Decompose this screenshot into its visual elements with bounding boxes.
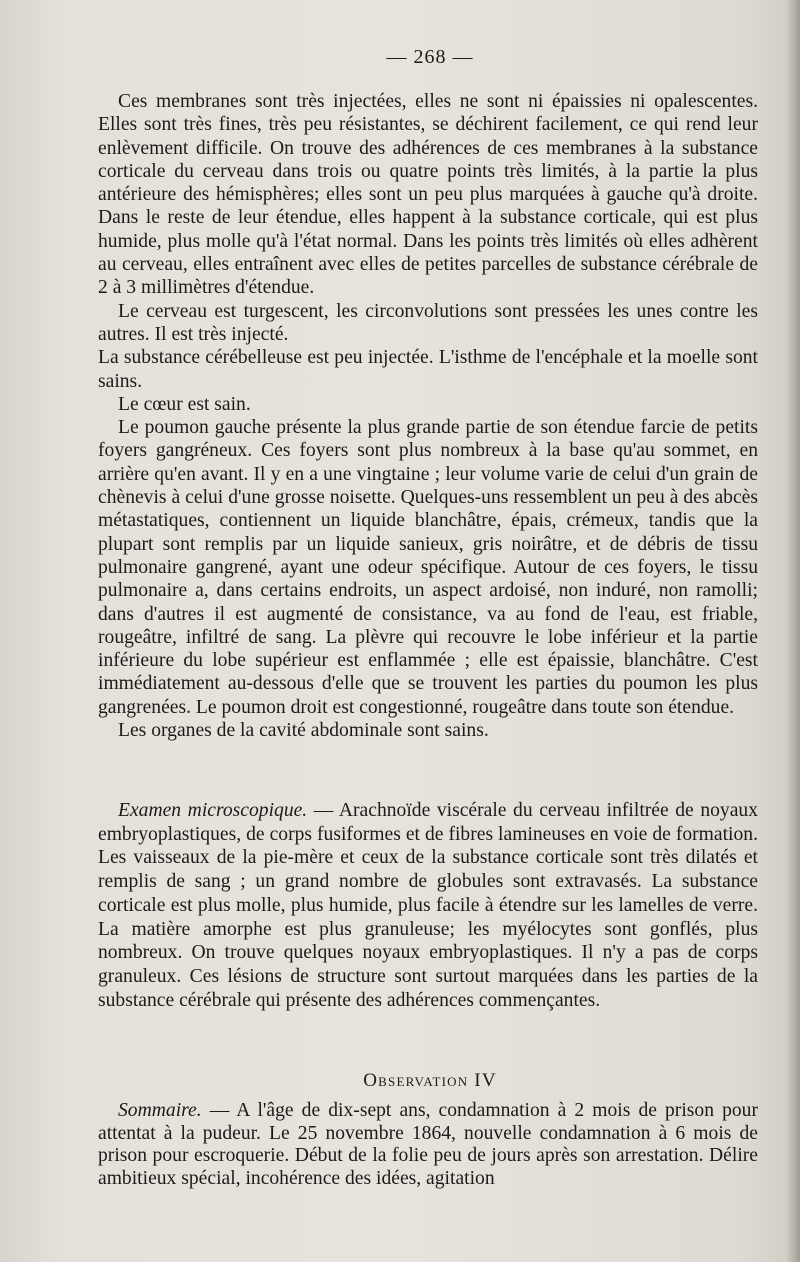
observation-title: Observation IV bbox=[363, 1070, 497, 1091]
paragraph-cerebelleuse: La substance cérébelleuse est peu injectée. L'isthme de l'encéphale et la moelle sont sains. bbox=[98, 347, 758, 392]
autopsy-text bbox=[98, 90, 758, 742]
summary-block bbox=[98, 1100, 758, 1190]
page-number: — 268 — bbox=[386, 46, 474, 68]
microscopic-exam bbox=[98, 799, 758, 1012]
examen-text: — Arachnoïde viscérale du cerveau infiltrée de noyaux embryoplastiques, de corps fusiformes et de fibres lamineuses en voie de formation. Les vaisseaux de la pie-mère et ceux de la substance corticale sont très dilatés et remplis de sang ; un grand nombre de globules sont extravasés. La substance corticale est plus molle, plus humide, plus facile à étendre sur les lamelles de verre. La matière amorphe est plus granuleuse; les myélocytes sont gonflés, plus nombreux. On trouve quelques noyaux embryoplastiques. Il n'y a pas de corps granuleux. Ces lésions de structure sont surtout marquées dans les parties de la substance cérébrale qui présente des adhérences commençantes. bbox=[98, 800, 758, 1011]
paragraph-sommaire bbox=[98, 1100, 758, 1190]
sommaire-text: — A l'âge de dix-sept ans, condamnation à 2 mois de prison pour attentat à la pudeur. Le 25 novembre 1864, nouvelle condamnation à 6 mois de prison pour escroquerie. Début de la folie peu de jours après son arrestation. Délire ambitieux spécial, incohérence des idées, agitation bbox=[98, 1100, 758, 1189]
examen-label: Examen microscopique. bbox=[118, 800, 308, 821]
paragraph-cerveau: Le cerveau est turgescent, les circonvolutions sont pressées les unes contre les autres. Il est très injecté. bbox=[98, 300, 758, 345]
paragraph-membranes: Ces membranes sont très injectées, elles ne sont ni épaissies ni opalescentes. Elles sont très fines, très peu résistantes, se déchirent facilement, ce qui rend leur enlèvement difficile. On trouve des adhérences de ces membranes à la substance corticale du cerveau dans trois ou quatre points très limités, à la partie la plus antérieure des hémisphères; elles sont un peu plus marquées à gauche qu'à droite. Dans le reste de leur étendue, elles happent à la substance corticale, qui est plus humide, plus molle qu'à l'état normal. Dans les points très limités où elles adhèrent au cerveau, elles entraînent avec elles de petites parcelles de substance cérébrale de 2 à 3 millimètres d'étendue. bbox=[98, 91, 758, 299]
paragraph-coeur: Le cœur est sain. bbox=[118, 393, 251, 415]
paragraph-poumon: Le poumon gauche présente la plus grande partie de son étendue farcie de petits foyers gangréneux. Ces foyers sont plus nombreux à la base qu'au sommet, en arrière qu'en avant. Il y en a une vingtaine ; leur volume varie de celui d'un grain de chènevis à celui d'une grosse noisette. Quelques-uns ressemblent un peu à des abcès métastatiques, contiennent un liquide blanchâtre, épais, crémeux, tandis que la plupart sont remplis par un liquide sanieux, gris noirâtre, et de débris de tissu pulmonaire gangrené, ayant une odeur spécifique. Autour de ces foyers, le tissu pulmonaire a, dans certains endroits, un aspect ardoisé, non induré, non ramolli; dans d'autres il est augmenté de consistance, va au fond de l'eau, est friable, rougeâtre, infiltré de sang. La plèvre qui recouvre le lobe inférieur et la partie inférieure du lobe supérieur est enflammée ; elle est épaissie, blanchâtre. C'est immédiatement au-dessous d'elle que se trouvent les parties du poumon les plus gangrenées. Le poumon droit est congestionné, rougeâtre dans toute son étendue. bbox=[98, 417, 758, 718]
paragraph-examen bbox=[98, 799, 758, 1012]
sommaire-label: Sommaire. bbox=[118, 1100, 202, 1121]
paragraph-abdomen: Les organes de la cavité abdominale sont sains. bbox=[118, 720, 489, 742]
